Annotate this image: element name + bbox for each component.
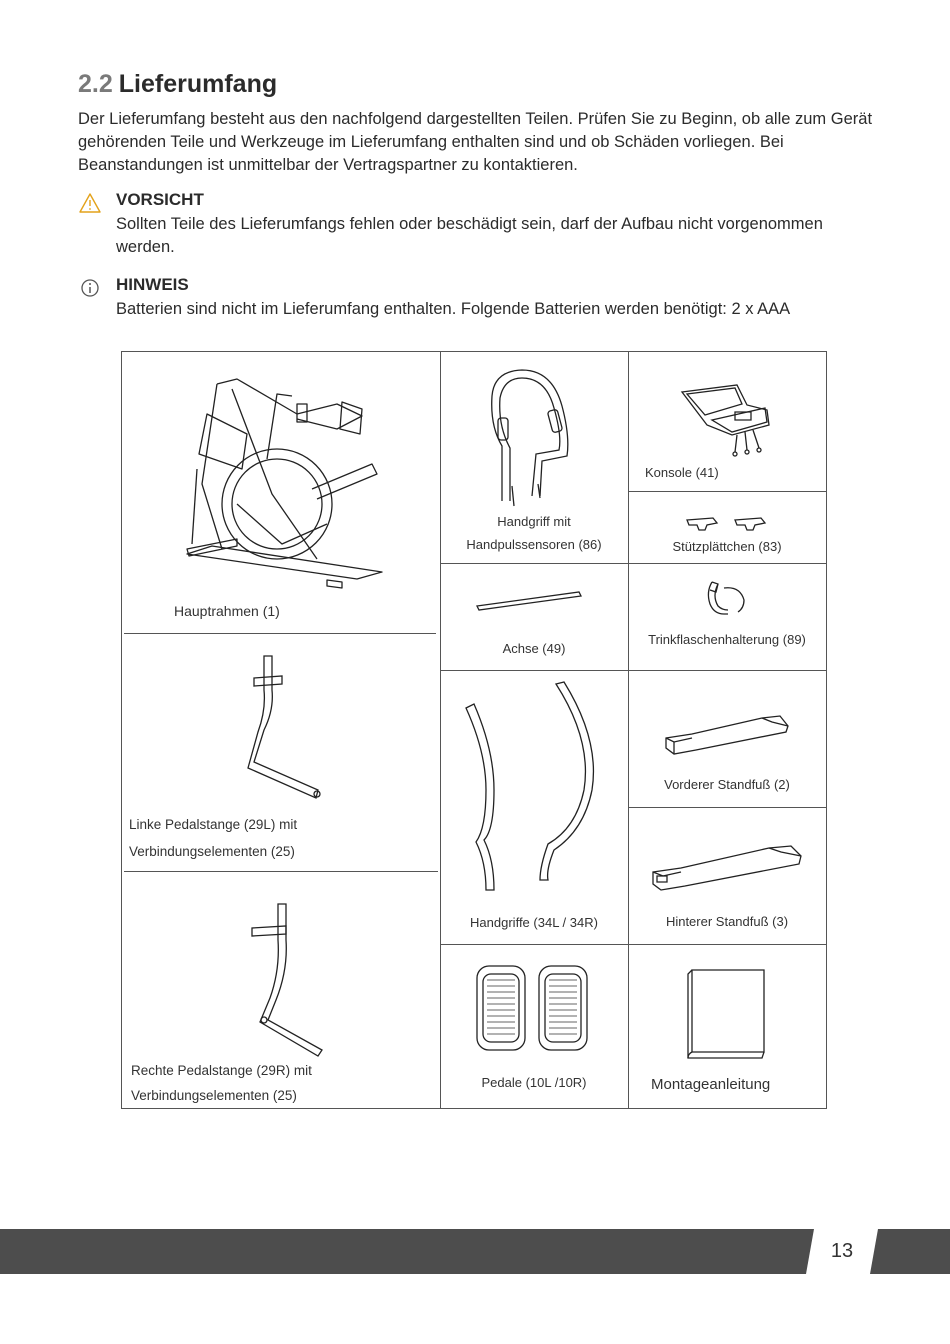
manual-book-illustration	[684, 968, 766, 1060]
table-divider	[440, 670, 628, 671]
table-divider	[124, 633, 436, 634]
parts-table	[121, 351, 827, 1109]
bottle-holder-label: Trinkflaschenhalterung (89)	[648, 632, 806, 647]
handgrip-illustration	[482, 366, 582, 506]
manual-label: Montageanleitung	[651, 1076, 771, 1093]
rear-foot-illustration	[649, 842, 804, 894]
handgrip-label-line2: Handpulssensoren (86)	[466, 537, 602, 552]
console-illustration	[677, 380, 777, 460]
left-pedal-label-line1: Linke Pedalstange (29L) mit	[129, 817, 298, 832]
table-divider	[440, 563, 628, 564]
page-number: 13	[830, 1240, 854, 1262]
note-text: Batterien sind nicht im Lieferumfang enthalten. Folgende Batterien werden benötigt: 2 x AAA	[116, 300, 791, 318]
caution-notice	[78, 190, 878, 260]
handles-label: Handgriffe (34L / 34R)	[470, 915, 598, 930]
table-divider	[628, 807, 826, 808]
left-pedal-label-line2: Verbindungselementen (25)	[129, 844, 295, 859]
axle-illustration	[474, 588, 584, 612]
info-circle-icon	[78, 277, 102, 299]
main-frame-illustration	[177, 374, 392, 589]
section-heading	[78, 70, 277, 99]
rear-foot-label: Hinterer Standfuß (3)	[665, 914, 789, 929]
table-divider	[124, 871, 438, 872]
right-pedal-label-line1: Rechte Pedalstange (29R) mit	[131, 1063, 312, 1078]
warning-triangle-icon	[78, 192, 102, 214]
right-pedal-bar-illustration	[248, 900, 330, 1058]
table-divider	[628, 563, 826, 564]
table-divider	[628, 670, 826, 671]
caution-title: VORSICHT	[116, 190, 204, 209]
handles-illustration	[460, 680, 610, 895]
table-divider	[628, 491, 826, 492]
support-plates-illustration	[685, 514, 767, 534]
pedals-illustration	[475, 964, 599, 1052]
table-divider	[628, 944, 826, 945]
note-title: HINWEIS	[116, 275, 189, 294]
support-plates-label: Stützplättchen (83)	[672, 539, 782, 554]
section-number: 2.2	[78, 70, 113, 98]
axle-label: Achse (49)	[502, 641, 566, 656]
left-pedal-bar-illustration	[244, 650, 334, 802]
handgrip-label-line1: Handgriff mit	[497, 514, 571, 529]
front-foot-illustration	[662, 712, 792, 758]
pedals-label: Pedale (10L /10R)	[481, 1075, 587, 1090]
table-divider	[440, 352, 441, 1108]
caution-text: Sollten Teile des Lieferumfangs fehlen oder beschädigt sein, darf der Aufbau nicht vorgenommen werden.	[116, 215, 823, 256]
front-foot-label: Vorderer Standfuß (2)	[664, 777, 790, 792]
bottle-holder-illustration	[704, 578, 748, 618]
main-frame-label: Hauptrahmen (1)	[174, 603, 280, 619]
table-divider	[628, 352, 629, 1108]
note-notice	[78, 275, 878, 325]
intro-paragraph: Der Lieferumfang besteht aus den nachfolgend dargestellten Teilen. Prüfen Sie zu Beginn, ob alle zum Gerät gehörenden Teile und Werkzeuge im Lieferumfang enthalten sind und ob Schäden vorliegen. Bei Beanstandungen ist unmittelbar der Vertragspartner zu kontaktieren.	[78, 110, 873, 174]
right-pedal-label-line2: Verbindungselementen (25)	[131, 1088, 297, 1103]
table-divider	[440, 944, 628, 945]
section-title: Lieferumfang	[118, 70, 278, 98]
console-label: Konsole (41)	[645, 465, 719, 480]
